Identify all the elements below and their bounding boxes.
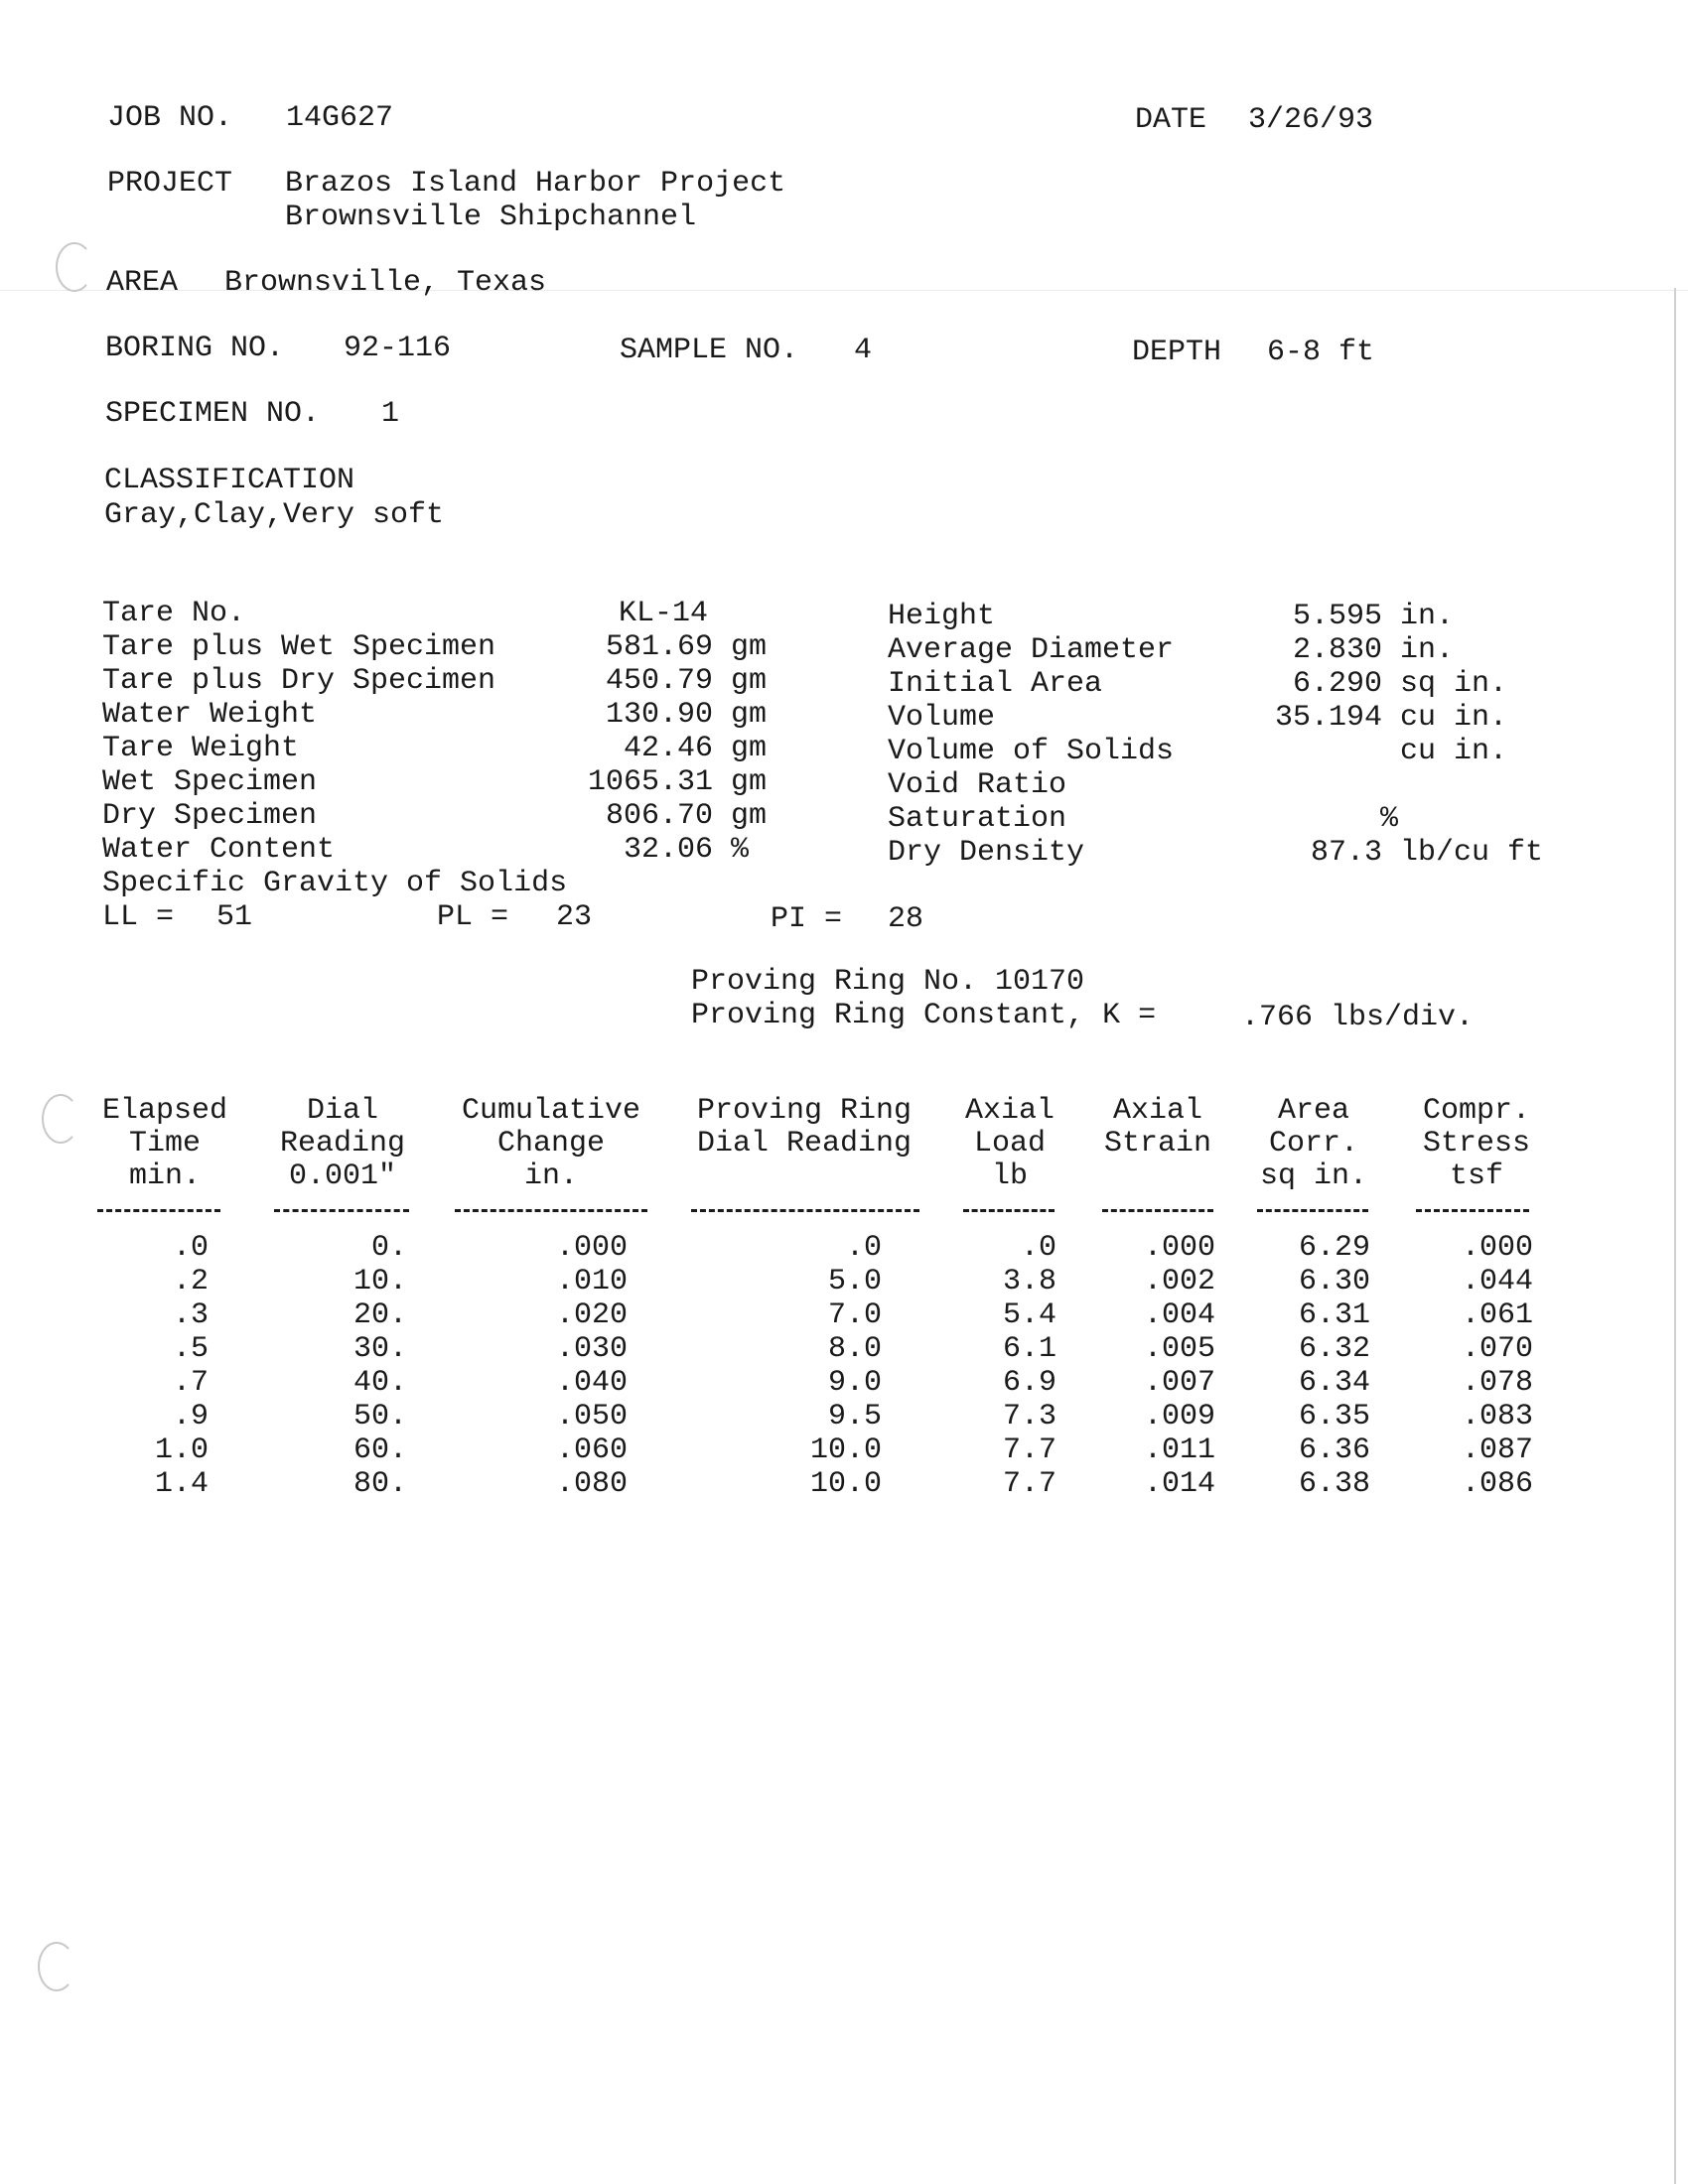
table-cell: .011 [1143, 1433, 1215, 1467]
table-cell: .044 [1461, 1265, 1533, 1298]
prop-label: Tare Weight [102, 732, 300, 765]
table-cell: 9.5 [827, 1400, 882, 1433]
table-cell: 7.7 [1002, 1433, 1056, 1467]
prop-value: 42.46 [623, 732, 713, 765]
prop-label: Tare plus Dry Specimen [102, 664, 496, 698]
boring-label: BORING NO. [105, 332, 285, 365]
table-cell: .002 [1143, 1265, 1215, 1298]
table-cell: 7.7 [1002, 1467, 1056, 1501]
table-cell: .009 [1143, 1400, 1215, 1433]
table-cell: .7 [172, 1366, 209, 1400]
prop-value: 5.595 [1292, 600, 1382, 633]
scan-page-edge [1674, 288, 1676, 2184]
prop-label: Water Weight [102, 698, 318, 732]
punch-hole [42, 1094, 79, 1144]
prop-label: Void Ratio [888, 768, 1067, 802]
header-rule [691, 1209, 919, 1212]
table-cell: .014 [1143, 1467, 1215, 1501]
table-cell: 6.36 [1298, 1433, 1370, 1467]
table-cell: .004 [1143, 1298, 1215, 1332]
prop-unit: in. [1400, 600, 1455, 633]
proving-ring-number: Proving Ring No. 10170 [691, 965, 1085, 999]
table-cell: .061 [1461, 1298, 1533, 1332]
prop-label: Dry Density [888, 836, 1085, 870]
prop-value: 2.830 [1292, 633, 1382, 667]
sample-label: SAMPLE NO. [620, 334, 799, 367]
column-header: Axial Load lb [964, 1094, 1055, 1193]
table-cell: .0 [1020, 1231, 1056, 1265]
prop-label: Wet Specimen [102, 765, 318, 799]
table-cell: .040 [555, 1366, 628, 1400]
prop-value: 581.69 [605, 630, 713, 664]
table-cell: 7.0 [827, 1298, 882, 1332]
table-cell: .000 [555, 1231, 628, 1265]
project-label: PROJECT [107, 167, 233, 201]
table-cell: .070 [1461, 1332, 1533, 1366]
prop-label: Tare No. [102, 597, 246, 630]
punch-hole [56, 242, 93, 292]
boring-value: 92-116 [344, 332, 452, 365]
ll-value: 51 [216, 900, 253, 934]
table-cell: .078 [1461, 1366, 1533, 1400]
column-header: Proving Ring Dial Reading [696, 1094, 913, 1160]
table-cell: .080 [555, 1467, 628, 1501]
table-cell: 6.32 [1298, 1332, 1370, 1366]
table-cell: 10.0 [809, 1467, 882, 1501]
table-cell: 6.29 [1298, 1231, 1370, 1265]
prop-unit: in. [1400, 633, 1455, 667]
prop-value: 1065.31 [587, 765, 713, 799]
table-cell: 3.8 [1002, 1265, 1056, 1298]
header-rule [1102, 1209, 1213, 1212]
table-cell: 6.30 [1298, 1265, 1370, 1298]
table-cell: .030 [555, 1332, 628, 1366]
area-label: AREA [106, 266, 179, 300]
table-cell: 6.38 [1298, 1467, 1370, 1501]
column-header: Cumulative Change in. [461, 1094, 641, 1193]
table-cell: 40. [352, 1366, 407, 1400]
classification-label: CLASSIFICATION [104, 464, 355, 497]
pl-value: 23 [556, 900, 593, 934]
header-rule [1416, 1209, 1529, 1212]
header-rule [963, 1209, 1055, 1212]
prop-unit: cu in. [1400, 735, 1508, 768]
ll-label: LL = [102, 900, 175, 934]
prop-value: 32.06 [623, 833, 713, 867]
depth-value: 6-8 ft [1267, 336, 1375, 369]
table-cell: 30. [352, 1332, 407, 1366]
prop-label: Initial Area [888, 667, 1103, 701]
prop-value: 6.290 [1292, 667, 1382, 701]
job-label: JOB NO. [107, 101, 233, 135]
column-header: Elapsed Time min. [101, 1094, 228, 1193]
column-header: Compr. Stress tsf [1422, 1094, 1531, 1193]
table-cell: 7.3 [1002, 1400, 1056, 1433]
prop-unit: gm [731, 630, 768, 664]
table-cell: .083 [1461, 1400, 1533, 1433]
prop-unit: cu in. [1400, 701, 1508, 735]
table-cell: 5.4 [1002, 1298, 1056, 1332]
project-line-1: Brazos Island Harbor Project [285, 167, 786, 201]
table-cell: 6.34 [1298, 1366, 1370, 1400]
sample-value: 4 [854, 334, 873, 367]
table-cell: 20. [352, 1298, 407, 1332]
prop-label: Volume of Solids [888, 735, 1175, 768]
prop-unit: gm [731, 664, 768, 698]
specimen-label: SPECIMEN NO. [105, 397, 321, 431]
pi-label: PI = [771, 902, 843, 936]
depth-label: DEPTH [1132, 336, 1222, 369]
table-cell: 9.0 [827, 1366, 882, 1400]
table-cell: .010 [555, 1265, 628, 1298]
table-cell: .005 [1143, 1332, 1215, 1366]
table-cell: .000 [1461, 1231, 1533, 1265]
prop-unit: % [1380, 802, 1399, 836]
header-rule [455, 1209, 647, 1212]
prop-label: Saturation [888, 802, 1067, 836]
date-label: DATE [1135, 103, 1207, 137]
proving-ring-constant-label: Proving Ring Constant, K = [691, 999, 1157, 1032]
table-cell: .020 [555, 1298, 628, 1332]
prop-unit: gm [731, 799, 768, 833]
table-cell: .2 [172, 1265, 209, 1298]
project-line-2: Brownsville Shipchannel [285, 201, 697, 234]
table-cell: .5 [172, 1332, 209, 1366]
prop-value: 35.194 [1274, 701, 1382, 735]
table-cell: 0. [370, 1231, 407, 1265]
prop-label: Average Diameter [888, 633, 1175, 667]
specimen-value: 1 [381, 397, 400, 431]
prop-label: Dry Specimen [102, 799, 318, 833]
table-cell: 5.0 [827, 1265, 882, 1298]
prop-unit: lb/cu ft [1400, 836, 1544, 870]
table-cell: 1.0 [154, 1433, 209, 1467]
date-value: 3/26/93 [1248, 103, 1374, 137]
table-cell: .9 [172, 1400, 209, 1433]
table-cell: 80. [352, 1467, 407, 1501]
table-cell: .0 [845, 1231, 882, 1265]
prop-unit: gm [731, 732, 768, 765]
table-cell: 10. [352, 1265, 407, 1298]
table-cell: .087 [1461, 1433, 1533, 1467]
table-cell: 6.35 [1298, 1400, 1370, 1433]
table-cell: .060 [555, 1433, 628, 1467]
table-cell: .050 [555, 1400, 628, 1433]
prop-unit: gm [731, 698, 768, 732]
column-header: Area Corr. sq in. [1259, 1094, 1368, 1193]
prop-value: 130.90 [605, 698, 713, 732]
table-cell: .007 [1143, 1366, 1215, 1400]
column-header: Axial Strain [1103, 1094, 1212, 1160]
table-cell: .000 [1143, 1231, 1215, 1265]
prop-value: KL-14 [618, 597, 708, 630]
prop-unit: sq in. [1400, 667, 1508, 701]
pl-label: PL = [437, 900, 509, 934]
prop-label: Tare plus Wet Specimen [102, 630, 496, 664]
prop-unit: gm [731, 765, 768, 799]
specific-gravity-label: Specific Gravity of Solids [102, 867, 568, 900]
header-rule [97, 1209, 220, 1212]
prop-label: Height [888, 600, 996, 633]
prop-value: 450.79 [605, 664, 713, 698]
classification-value: Gray,Clay,Very soft [104, 498, 445, 532]
area-value: Brownsville, Texas [224, 266, 547, 300]
job-value: 14G627 [286, 101, 394, 135]
table-cell: 1.4 [154, 1467, 209, 1501]
header-rule [274, 1209, 409, 1212]
table-cell: 6.1 [1002, 1332, 1056, 1366]
table-cell: .086 [1461, 1467, 1533, 1501]
proving-ring-constant-value: .766 lbs/div. [1241, 1001, 1475, 1034]
table-cell: .3 [172, 1298, 209, 1332]
header-rule [1257, 1209, 1368, 1212]
column-header: Dial Reading 0.001" [279, 1094, 406, 1193]
prop-unit: % [731, 833, 750, 867]
table-cell: 60. [352, 1433, 407, 1467]
prop-label: Volume [888, 701, 996, 735]
pi-value: 28 [888, 902, 924, 936]
prop-label: Water Content [102, 833, 336, 867]
prop-value: 806.70 [605, 799, 713, 833]
prop-value: 87.3 [1310, 836, 1382, 870]
table-cell: 6.9 [1002, 1366, 1056, 1400]
table-cell: 6.31 [1298, 1298, 1370, 1332]
punch-hole [38, 1942, 75, 1991]
table-cell: 8.0 [827, 1332, 882, 1366]
table-cell: 10.0 [809, 1433, 882, 1467]
table-cell: .0 [172, 1231, 209, 1265]
table-cell: 50. [352, 1400, 407, 1433]
